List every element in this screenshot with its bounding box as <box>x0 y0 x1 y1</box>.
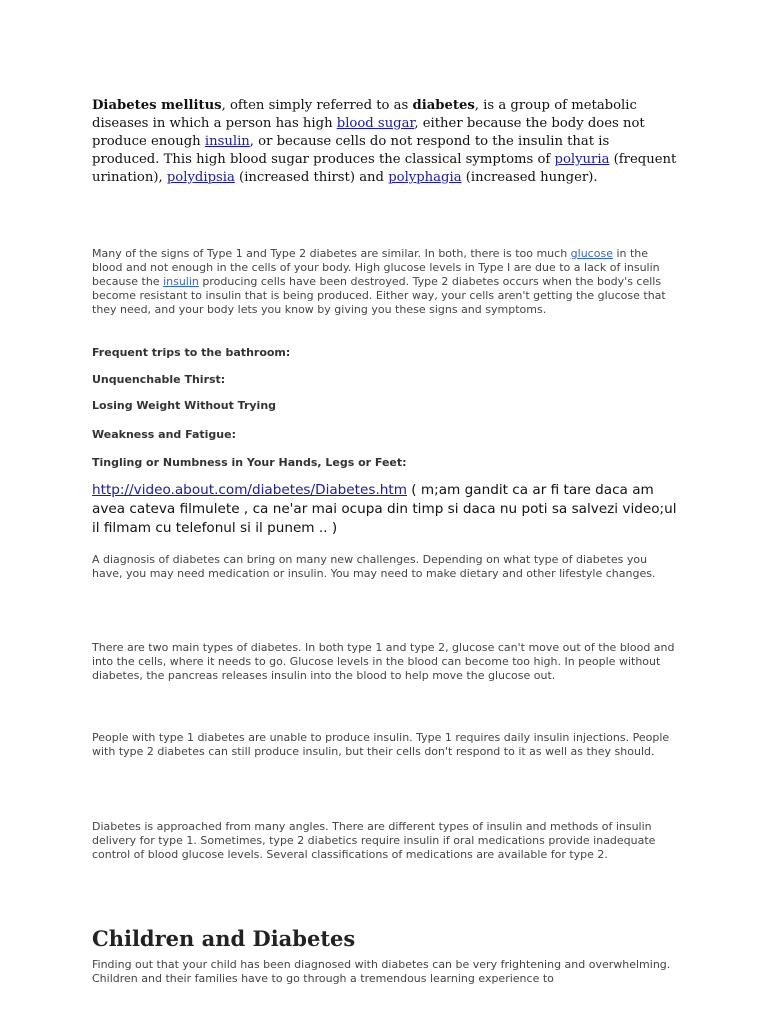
term-diabetes-mellitus: Diabetes mellitus <box>92 98 222 113</box>
paragraph: People with type 1 diabetes are unable to produce insulin. Type 1 requires daily insulin injections. People with type 2 diabetes can still produce insulin, but their cells don't respond to it as well as they should. <box>92 731 670 758</box>
insulin-link[interactable]: insulin <box>204 134 250 149</box>
intro-text-4: , or because cells do not respond to the insulin that is produced. This high blood sugar produces the classical symptoms of <box>92 134 610 167</box>
intro-text-1: , often simply referred to as <box>221 98 413 113</box>
polyuria-link[interactable]: polyuria <box>554 152 610 167</box>
signs-text-2: in the blood and not enough in the cells of your body. High glucose levels in Type I are due to a lack of insulin because the <box>92 247 660 288</box>
insulin-link-2[interactable]: insulin <box>163 275 199 288</box>
video-link[interactable]: http://video.about.com/diabetes/Diabetes.htm <box>92 482 407 498</box>
section-heading: Children and Diabetes <box>92 926 356 951</box>
glucose-link[interactable]: glucose <box>570 247 613 260</box>
term-diabetes: diabetes <box>412 98 475 113</box>
signs-text-3: producing cells have been destroyed. Type 2 diabetes occurs when the body's cells become resistant to insulin that is being produced. Either way, your cells aren't getting the glucose that they need, and your body lets you know by giving you these signs and symptoms. <box>92 275 666 316</box>
intro-text-2: , is a group of metabolic diseases in which a person has high <box>92 98 637 131</box>
blood-sugar-link[interactable]: blood sugar <box>336 116 415 131</box>
paragraph: There are two main types of diabetes. In both type 1 and type 2, glucose can't move out of the blood and into the cells, where it needs to go. Glucose levels in the blood can become too high. In people without diabetes, the pancreas releases insulin into the blood to help move the glucose out. <box>92 641 675 682</box>
polyphagia-link[interactable]: polyphagia <box>388 170 462 185</box>
symptom-heading: Weakness and Fatigue: <box>92 428 236 441</box>
signs-text-1: Many of the signs of Type 1 and Type 2 diabetes are similar. In both, there is too much <box>92 247 571 260</box>
intro-text-7: (increased hunger). <box>461 170 598 185</box>
paragraph: A diagnosis of diabetes can bring on many new challenges. Depending on what type of diabetes you have, you may need medication or insulin. You may need to make dietary and other lifestyle changes. <box>92 553 656 580</box>
symptom-heading: Tingling or Numbness in Your Hands, Legs or Feet: <box>92 456 407 469</box>
polydipsia-link[interactable]: polydipsia <box>166 170 235 185</box>
paragraph: Diabetes is approached from many angles. There are different types of insulin and methods of insulin delivery for type 1. Sometimes, type 2 diabetics require insulin if oral medications provide inadequate control of blood glucose levels. Several classifications of medications are available for type 2. <box>92 820 656 861</box>
symptom-heading: Losing Weight Without Trying <box>92 399 277 412</box>
video-paragraph <box>92 481 677 538</box>
intro-text-3: , either because the body does not produce enough <box>92 116 645 149</box>
symptom-heading: Unquenchable Thirst: <box>92 373 226 386</box>
signs-paragraph <box>92 247 677 317</box>
symptom-heading: Frequent trips to the bathroom: <box>92 346 291 359</box>
intro-text-5: (frequent urination), <box>92 152 677 185</box>
paragraph: Finding out that your child has been diagnosed with diabetes can be very frightening and overwhelming. Children and their families have to go through a tremendous learning experience to <box>92 958 671 985</box>
video-note: ( m;am gandit ca ar fi tare daca am avea cateva filmulete , ca ne'ar mai ocupa din timp si daca nu poti sa salvezi video;ul il filmam cu telefonul si il punem .. ) <box>92 482 677 536</box>
intro-paragraph <box>92 97 677 187</box>
intro-text-6: (increased thirst) and <box>234 170 389 185</box>
